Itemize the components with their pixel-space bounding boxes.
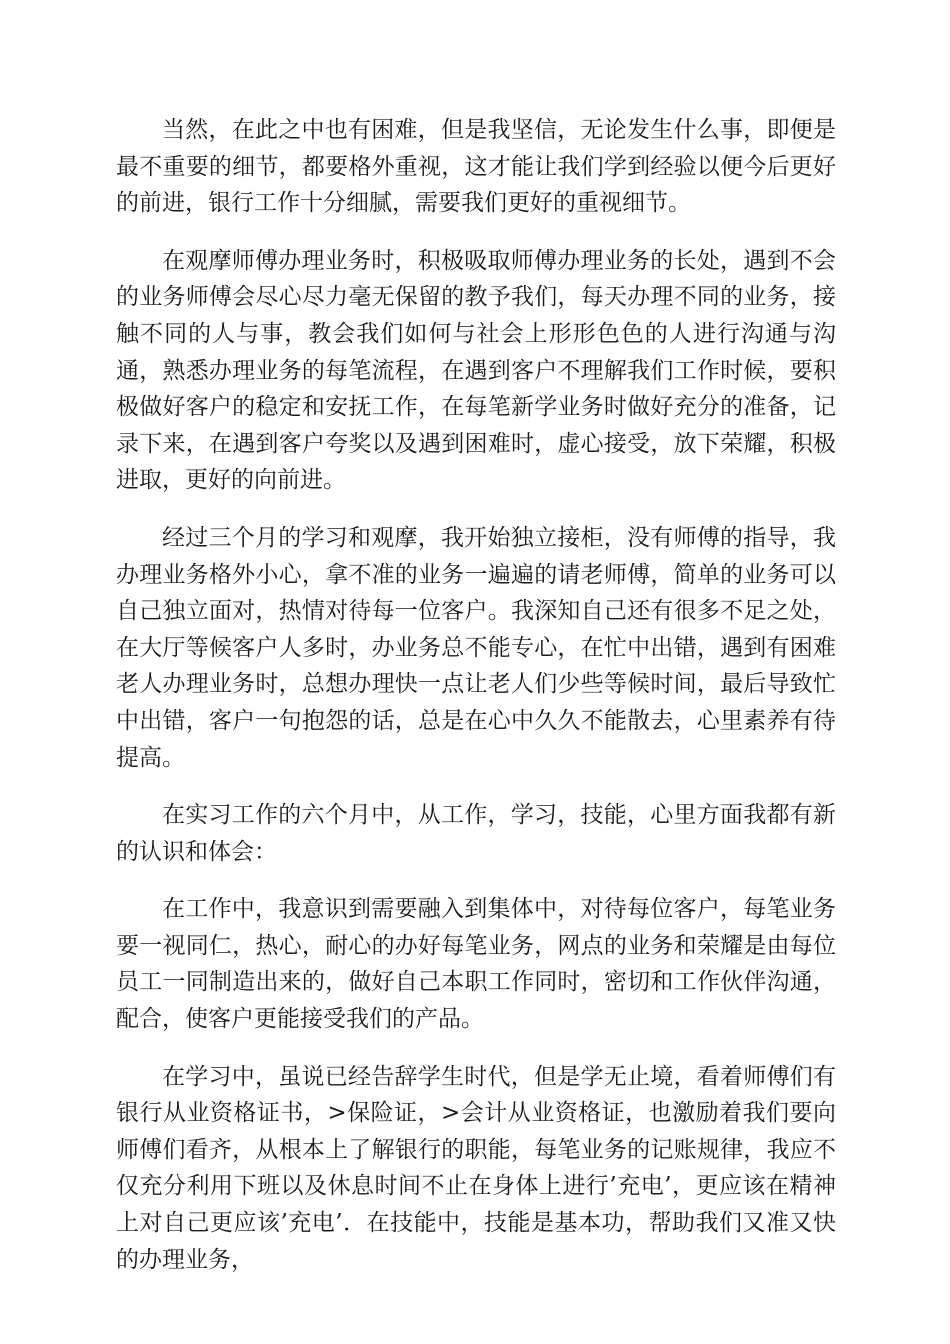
- paragraph-3: 经过三个月的学习和观摩，我开始独立接柜，没有师傅的指导，我办理业务格外小心，拿不准的业务一遍遍的请老师傅，简单的业务可以自己独立面对，热情对待每一位客户。我深知自己还有很多不足之处，在大厅等候客户人多时，办业务总不能专心，在忙中出错，遇到有困难老人办理业务时，总想办理快一点让老人们少些等候时间，最后导致忙中出错，客户一句抱怨的话，总是在心中久久不能散去，心里素养有待提高。: [116, 524, 836, 771]
- paragraph-4: 在实习工作的六个月中，从工作，学习，技能，心里方面我都有新的认识和体会：: [116, 802, 836, 865]
- document-body: [116, 112, 836, 1299]
- paragraph-6: 在学习中，虽说已经告辞学生时代，但是学无止境，看着师傅们有银行从业资格证书，>保险证，>会计从业资格证，也激励着我们要向师傅们看齐，从根本上了解银行的职能，每笔业务的记账规律，我应不仅充分利用下班以及休息时间不止在身体上进行’充电’，更应该在精神上对自己更应该’充电’．在技能中，技能是基本功，帮助我们又准又快的办理业务，: [116, 1063, 836, 1273]
- paragraph-5: 在工作中，我意识到需要融入到集体中，对待每位客户，每笔业务要一视同仁，热心，耐心的办好每笔业务，网点的业务和荣耀是由每位员工一同制造出来的，做好自己本职工作同时，密切和工作伙伴沟通，配合，使客户更能接受我们的产品。: [116, 896, 836, 1033]
- paragraph-1: 当然，在此之中也有困难，但是我坚信，无论发生什么事，即便是最不重要的细节，都要格外重视，这才能让我们学到经验以便今后更好的前进，银行工作十分细腻，需要我们更好的重视细节。: [116, 117, 836, 217]
- paragraph-2: 在观摩师傅办理业务时，积极吸取师傅办理业务的长处，遇到不会的业务师傅会尽心尽力毫无保留的教予我们，每天办理不同的业务，接触不同的人与事，教会我们如何与社会上形形色色的人进行沟通与沟通，熟悉办理业务的每笔流程，在遇到客户不理解我们工作时候，要积极做好客户的稳定和安抚工作，在每笔新学业务时做好充分的准备，记录下来，在遇到客户夸奖以及遇到困难时，虚心接受，放下荣耀，积极进取，更好的向前进。: [116, 247, 836, 494]
